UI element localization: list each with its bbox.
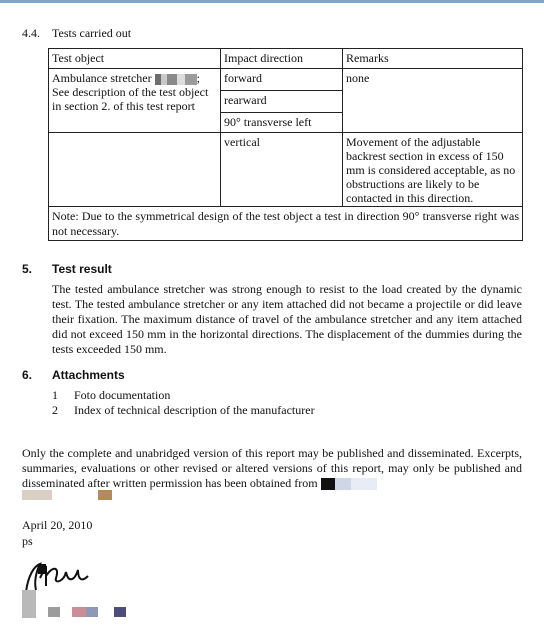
section-4-4-number: 4.4.: [22, 26, 40, 40]
redacted-organization: [321, 478, 377, 490]
top-rule: [0, 0, 544, 3]
attachment-number: 1: [52, 388, 58, 402]
redacted-address: [22, 490, 112, 500]
redacted-stamp-block: [114, 607, 126, 617]
section-6-title: Attachments: [52, 368, 125, 382]
remark-cell: Movement of the adjustable backrest section in excess of 150 mm is considered acceptable, as no obstructions are likely to be contacted in this direction.: [343, 133, 523, 207]
author-initials: ps: [22, 534, 33, 548]
redacted-model: [155, 74, 197, 85]
redacted-stamp-block: [22, 590, 36, 618]
test-object-suffix: ;: [196, 71, 200, 85]
table-row: [49, 207, 523, 241]
section-4-4-title: Tests carried out: [52, 26, 132, 40]
table-header-cell: Remarks: [343, 49, 523, 69]
attachment-number: 2: [52, 403, 58, 417]
redacted-stamp-block: [48, 607, 60, 617]
direction-cell: 90° transverse left: [221, 113, 343, 133]
test-result-text: The tested ambulance stretcher was strong enough to resist to the load created by the dynamic test. The tested ambulance stretcher or any item attached did not became a projectile or did leave their fixation. The maximum distance of travel of the ambulance stretcher and any item attached did not exceed 150 mm in the horizontal directions. The displacement of the dummies during the tests exceeded 150 mm.: [52, 282, 522, 356]
table-row: [49, 69, 523, 91]
table-header-cell: Impact direction: [221, 49, 343, 69]
table-header-cell: Test object: [49, 49, 221, 69]
section-5-number: 5.: [22, 262, 33, 276]
disclaimer-body: Only the complete and unabridged version of this report may be published and disseminated. Excerpts, summaries, evaluations or other revised or altered versions of this report, may only be published and disseminated after written permission has been obtained from: [22, 446, 522, 490]
table-row: [49, 133, 523, 207]
remark-cell: none: [343, 69, 523, 133]
attachment-item: [52, 403, 315, 418]
note-cell: Note: Due to the symmetrical design of the test object a test in direction 90° transverse right was not necessary.: [49, 207, 523, 241]
tests-table: [48, 48, 523, 241]
attachment-item: [52, 388, 171, 403]
section-5-title: Test result: [52, 262, 112, 276]
empty-cell: [49, 133, 221, 207]
test-object-cell: [49, 69, 221, 133]
direction-cell: forward: [221, 69, 343, 91]
attachment-text: Index of technical description of the manufacturer: [74, 403, 315, 417]
direction-cell: vertical: [221, 133, 343, 207]
test-object-name: Ambulance stretcher: [52, 71, 152, 85]
redacted-stamp-block: [72, 607, 98, 617]
direction-cell: rearward: [221, 91, 343, 113]
disclaimer-text: [22, 446, 522, 491]
report-date: April 20, 2010: [22, 518, 93, 532]
table-header-row: [49, 49, 523, 69]
attachment-text: Foto documentation: [74, 388, 171, 402]
test-object-description: See description of the test object in section 2. of this test report: [52, 85, 209, 113]
section-6-number: 6.: [22, 368, 33, 382]
